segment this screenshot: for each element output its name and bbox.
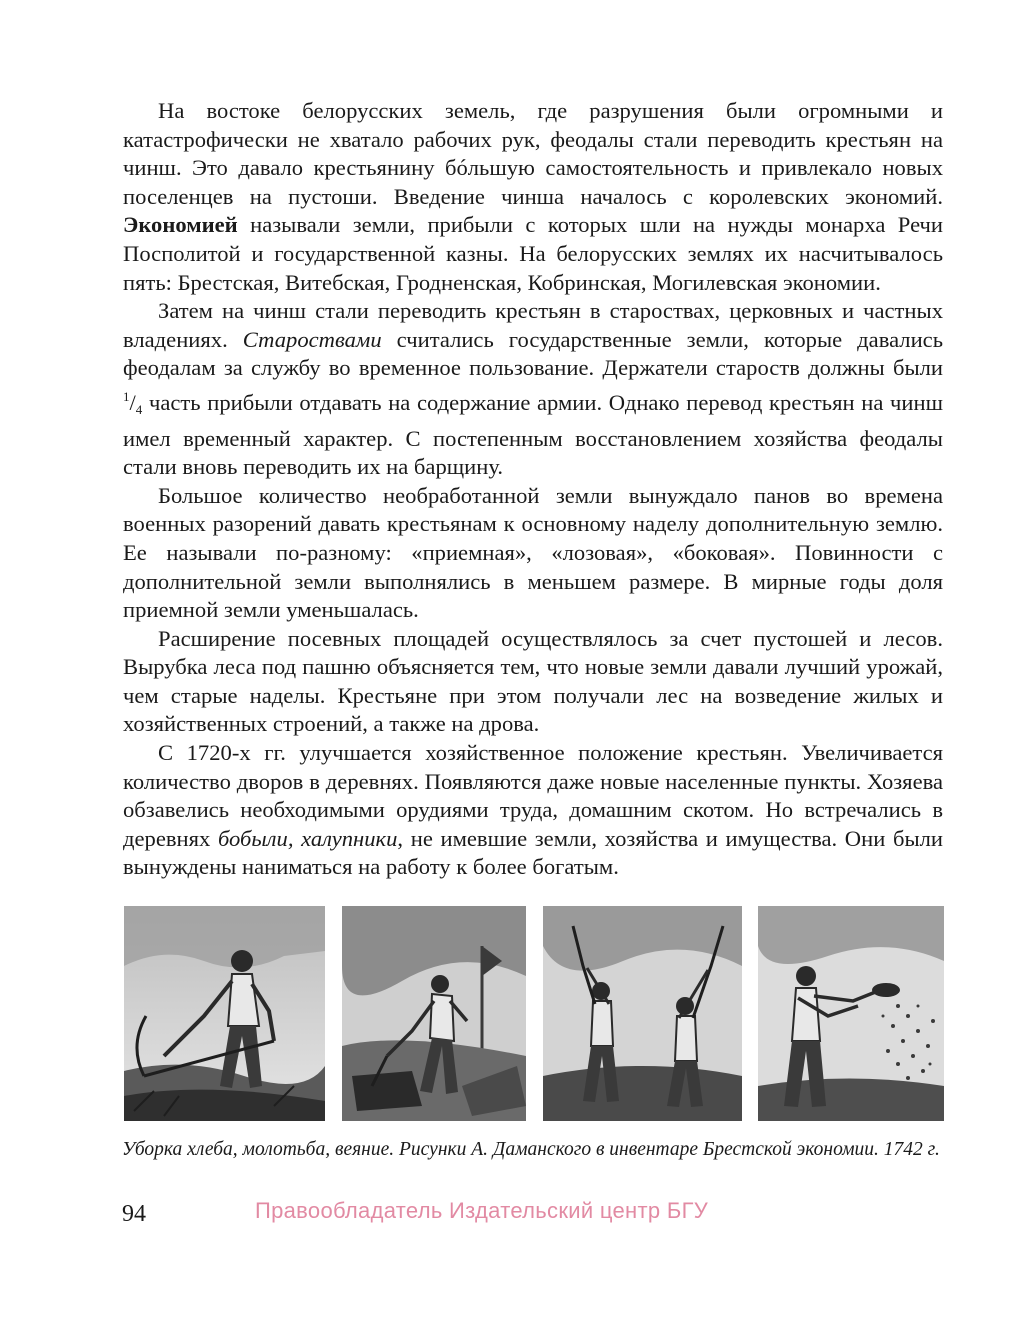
term-bobyli-halupniki: бобыли, халупники (217, 825, 398, 851)
fraction-one-quarter: $^1/_4$ (123, 388, 143, 417)
thresher-with-flail-illustration (342, 906, 526, 1121)
copyright-footer: Правообладатель Издательский центр БГУ (255, 1198, 709, 1223)
paragraph-2: Затем на чинш стали переводить крестьян в староствах, церковных и частных владениях. Староствами считались государственные земли, которые давались феодалам за службу во временное пользование. Держатели староств должны были $^1/_4$ часть прибыли отдавать на содержание армии. Однако перевод крестьян на чинш имел временный характер. С постепенным восстановлением хозяйства феодалы стали вновь переводить их на барщину. (123, 298, 943, 480)
main-text (123, 97, 943, 882)
page-number: 94 (122, 1201, 146, 1227)
winnower-illustration (758, 906, 944, 1121)
paragraph-1: На востоке белорусских земель, где разрушения были огромными и катастрофически не хватало рабочих рук, феодалы стали переводить крестьян на чинш. Это давало крестьянину бóльшую самостоятельность и привлекало новых поселенцев на пустоши. Введение чинша началось с королевских экономий. Экономией называли земли, прибыли с которых шли на нужды монарха Речи Посполитой и государственной казны. На белорусских землях их насчитывалось пять: Брестская, Витебская, Гродненская, Кобринская, Могилевская экономии. (123, 98, 943, 295)
figure-caption: Уборка хлеба, молотьба, веяние. Рисунки А. Даманского в инвентаре Брестской экономии. 1742 г. (122, 1139, 940, 1160)
term-starostva: Староствами (242, 326, 382, 352)
reaper-with-scythe-illustration (124, 906, 325, 1121)
illustrations-strip (124, 906, 944, 1121)
paragraph-3: Большое количество необработанной земли вынуждало панов во времена военных разорений давать крестьянам к основному наделу дополнительную землю. Ее называли по-разному: «приемная», «лозовая», «боковая». Повинности с дополнительной земли выполнялись в меньшем размере. В мирные годы доля приемной земли уменьшалась. (123, 482, 943, 623)
paragraph-4: Расширение посевных площадей осуществлялось за счет пустошей и лесов. Вырубка леса под пашню объясняется тем, что новые земли давали лучший урожай, чем старые наделы. Крестьяне при этом получали лес на возведение жилых и хозяйственных строений, а также на дрова. (123, 625, 943, 737)
term-ekonomiya: Экономией (123, 212, 238, 238)
paragraph-5: С 1720-х гг. улучшается хозяйственное положение крестьян. Увеличивается количество дворов в деревнях. Появляются даже новые населенные пункты. Хозяева обзавелись необходимыми орудиями труда, домашним скотом. Но встречались в деревнях бобыли, халупники, не имевшие земли, хозяйства и имущества. Они были вынуждены наниматься на работу к более богатым. (123, 740, 943, 880)
two-threshers-illustration (543, 906, 742, 1121)
